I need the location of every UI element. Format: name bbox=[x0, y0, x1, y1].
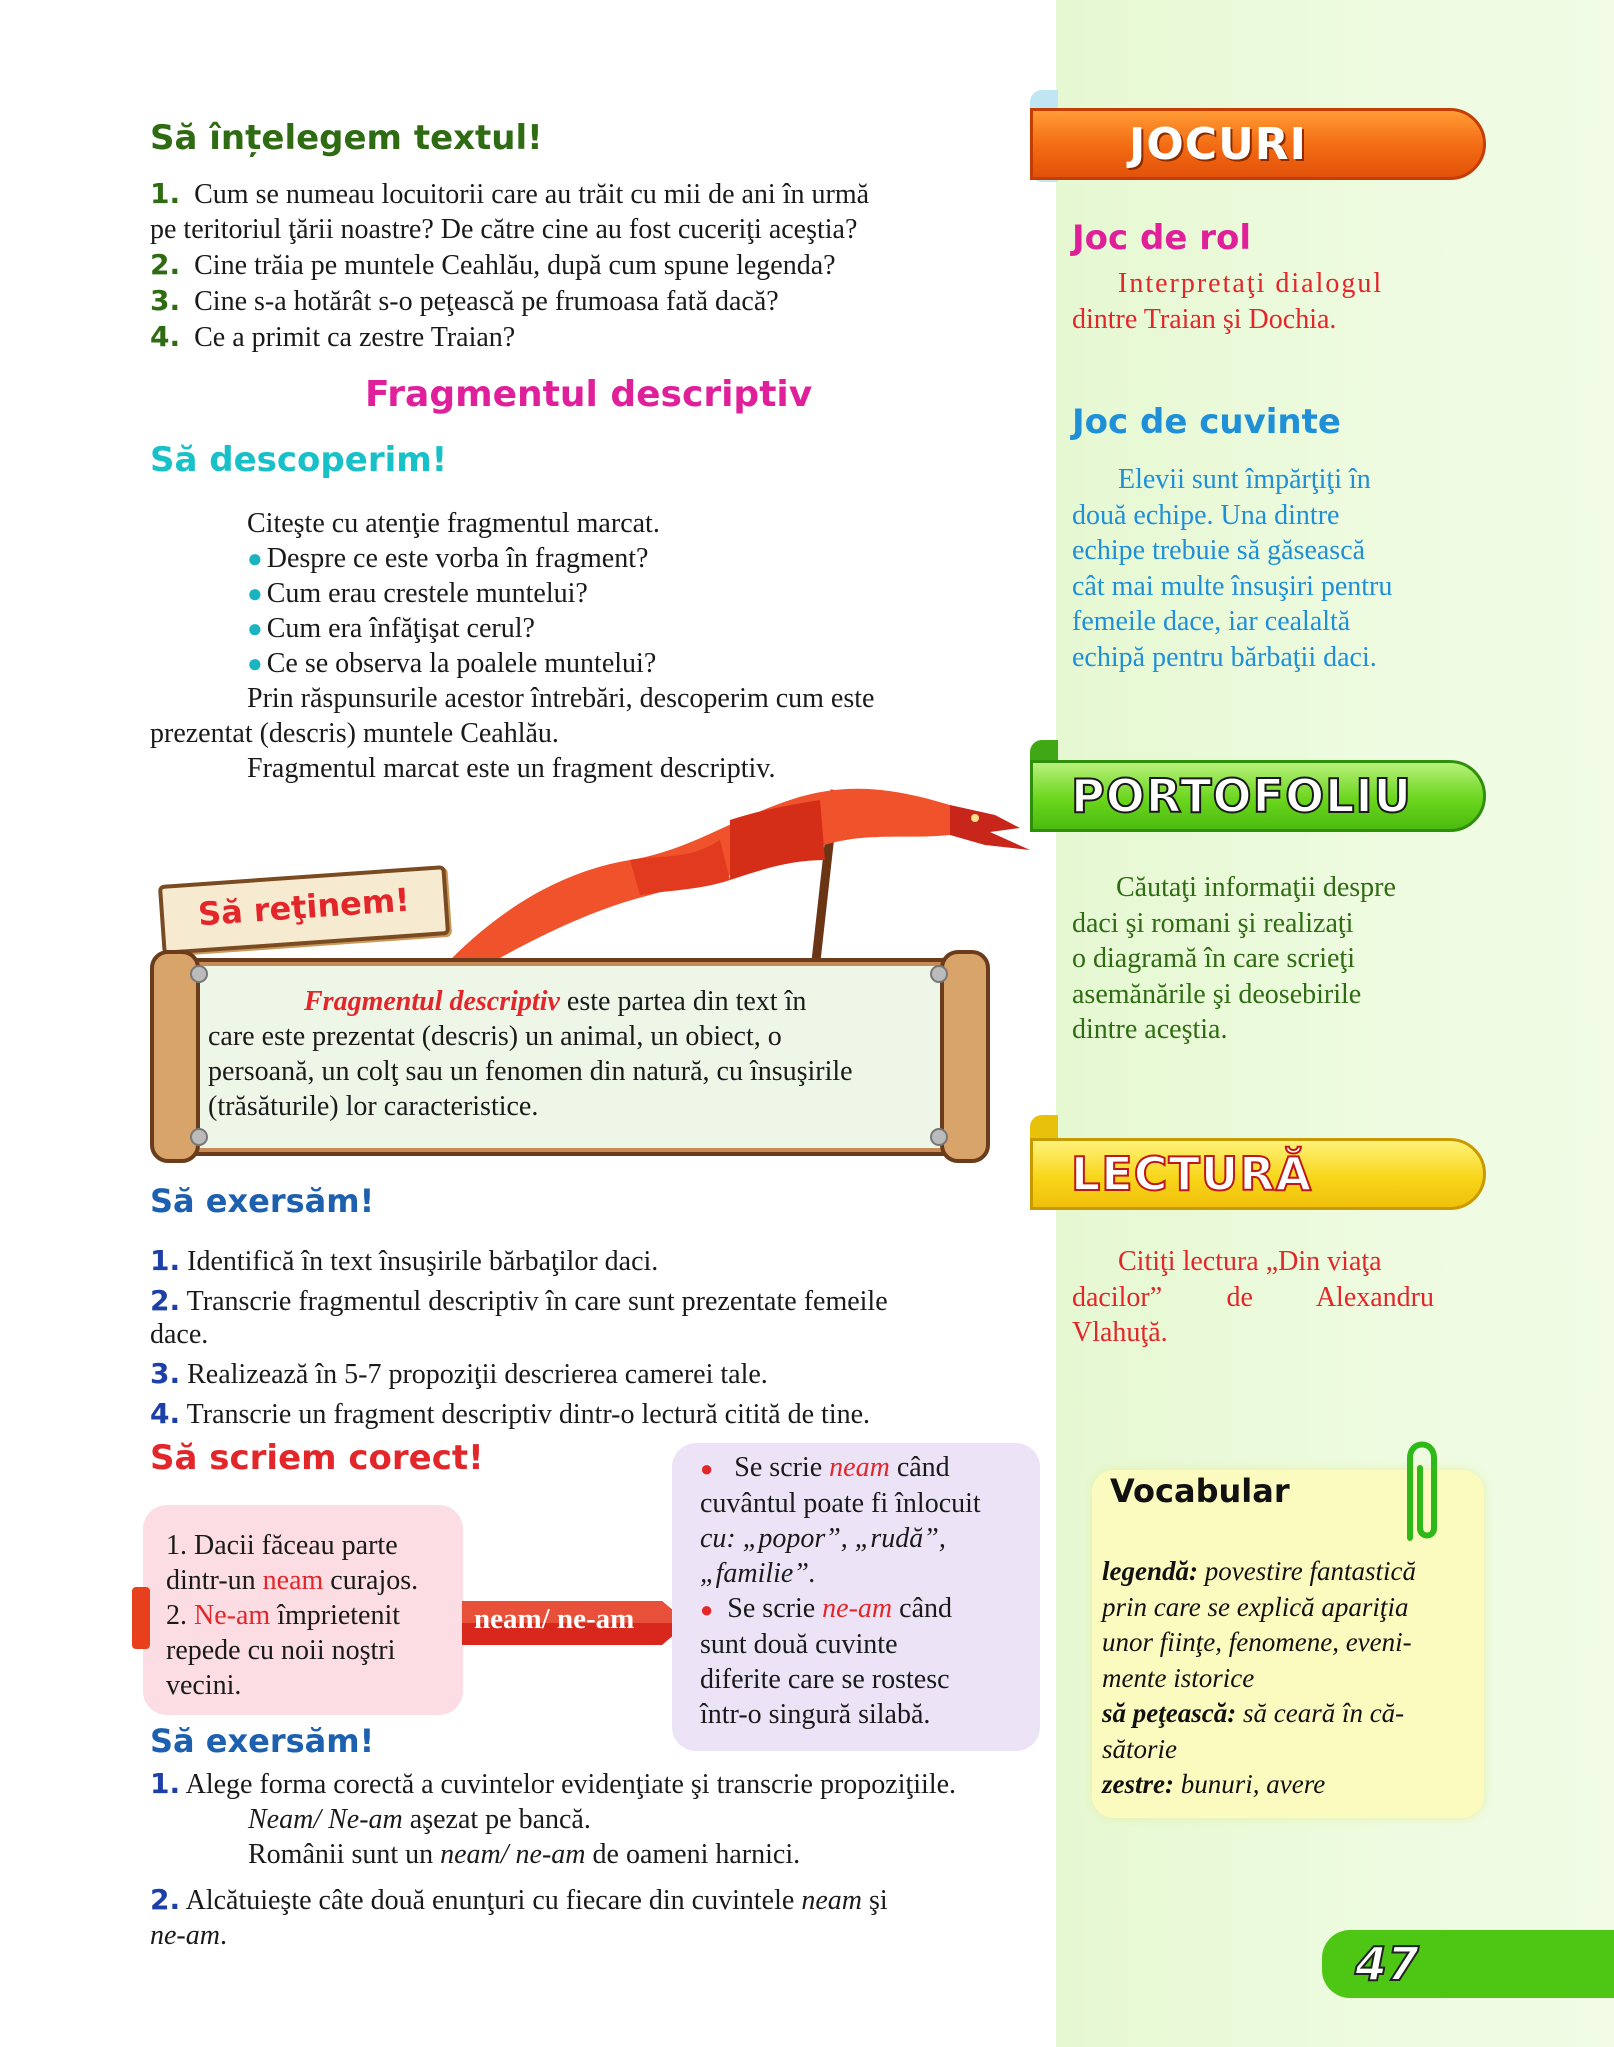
question-1-cont: pe teritoriul ţării noastre? De către cine au fost cuceriţi aceştia? bbox=[150, 214, 858, 245]
exercise-item: 3. Realizează în 5-7 propoziţii descrierea camerei tale. bbox=[150, 1357, 768, 1390]
scroll-right-roll bbox=[940, 950, 990, 1163]
retinem-sign bbox=[158, 865, 450, 955]
question-1: 1. Cum se numeau locuitorii care au trăit cu mii de ani în urmă bbox=[150, 177, 870, 210]
joc-rol-title: Joc de rol bbox=[1072, 218, 1252, 258]
discover-bullet: ● Cum era înfăţişat cerul? bbox=[247, 613, 535, 644]
word-ne-am: Ne-am bbox=[194, 1600, 271, 1631]
bullet-icon: ● bbox=[247, 614, 263, 643]
jocuri-ribbon bbox=[1030, 108, 1486, 180]
discover-para-2: Fragmentul marcat este un fragment descriptiv. bbox=[247, 753, 776, 784]
lectura-text: Citiţi lectura „Din viaţa dacilor” de Alexandru Vlahuţă. bbox=[1072, 1246, 1434, 1348]
fragment-title: Fragmentul descriptiv bbox=[365, 374, 813, 415]
lectura-label: LECTURĂ bbox=[1071, 1147, 1313, 1201]
definition-term: Fragmentul descriptiv bbox=[304, 986, 560, 1017]
examples-text: 1. Dacii făceau parte dintr-un neam curajos. 2. Ne-am împrietenit repede cu noii noştri vecini. bbox=[166, 1530, 419, 1701]
arrow-label: neam/ ne-am bbox=[474, 1603, 635, 1635]
question-4: 4. Ce a primit ca zestre Traian? bbox=[150, 320, 516, 353]
discover-intro: Citeşte cu atenţie fragmentul marcat. bbox=[247, 508, 660, 539]
joc-cuvinte-title: Joc de cuvinte bbox=[1072, 402, 1341, 442]
question-2: 2. Cine trăia pe muntele Ceahlău, după cum spune legenda? bbox=[150, 248, 836, 281]
discover-bullet: ● Despre ce este vorba în fragment? bbox=[247, 543, 649, 574]
portofoliu-text: Căutaţi informaţii despre daci şi romani şi realizaţi o diagramă în care scrieţi asemănările şi deosebirile dintre aceştia. bbox=[1072, 872, 1396, 1045]
scriem-title: Să scriem corect! bbox=[150, 1438, 484, 1478]
exercise-item-cont: dace. bbox=[150, 1319, 209, 1350]
exersam-list-1 bbox=[150, 1244, 1000, 1431]
exersam-list-2: 1. Alege forma corectă a cuvintelor evidenţiate şi transcrie propoziţiile. Neam/ Ne-am aşezat pe bancă. Românii sunt un neam/ ne-am de oameni harnici. 2. Alcătuieşte câte două enunţuri cu fiecare din cuvintele neam şi ne-am. bbox=[150, 1766, 1050, 1953]
discover-bullet: ● Cum erau crestele muntelui? bbox=[247, 578, 588, 609]
exercise-item: 1. Identifică în text însuşirile bărbaţilor daci. bbox=[150, 1244, 659, 1277]
red-bullet-icon: ● bbox=[700, 1456, 714, 1481]
discover-para-1: Prin răspunsurile acestor întrebări, descoperim cum este bbox=[247, 683, 875, 714]
retinem-definition: Fragmentul descriptiv este partea din text în care este prezentat (descris) un animal, un obiect, o persoană, un colţ sau un fenomen din natură, cu însuşirile (trăsăturile) lor caracteristice. bbox=[208, 986, 853, 1122]
bullet-icon: ● bbox=[247, 579, 263, 608]
word-neam: neam bbox=[262, 1565, 324, 1596]
exercise-item: 2. Transcrie fragmentul descriptiv în care sunt prezentate femeile bbox=[150, 1284, 888, 1317]
rivet-icon bbox=[190, 965, 208, 983]
lectura-ribbon bbox=[1030, 1138, 1486, 1210]
vocabular-title: Vocabular bbox=[1110, 1472, 1290, 1510]
exersam-title-2: Să exersăm! bbox=[150, 1722, 375, 1760]
discover-title: Să descoperim! bbox=[150, 440, 448, 480]
exercise-sentence: Românii sunt un neam/ ne-am de oameni harnici. bbox=[248, 1839, 801, 1870]
rules-text: ● Se scrie neam când cuvântul poate fi înlocuit cu: „popor”, „rudă”, „familie”. ● Se scrie ne-am când sunt două cuvinte diferite care se rostesc într-o singură silabă. bbox=[700, 1452, 981, 1730]
paperclip-icon bbox=[1390, 1428, 1450, 1548]
questions-list bbox=[150, 176, 990, 355]
exercise-item: 2. Alcătuieşte câte două enunţuri cu fiecare din cuvintele neam şi bbox=[150, 1883, 888, 1916]
exercise-sentence: Neam/ Ne-am aşezat pe bancă. bbox=[248, 1804, 591, 1835]
portofoliu-ribbon bbox=[1030, 760, 1486, 832]
exercise-item: 4. Transcrie un fragment descriptiv dintr-o lectură citită de tine. bbox=[150, 1397, 871, 1430]
vocabular-definitions: legendă: povestire fantastică prin care se explică apariţia unor fiinţe, fenomene, eveni- mente istorice să peţească: să ceară în că- sătorie zestre: bunuri, avere bbox=[1102, 1556, 1416, 1799]
rivet-icon bbox=[930, 1128, 948, 1146]
discover-bullet: ● Ce se observa la poalele muntelui? bbox=[247, 648, 657, 679]
section-title-intelegem: Să înțelegem textul! bbox=[150, 118, 543, 158]
bookmark-icon bbox=[132, 1587, 150, 1649]
page-number: 47 bbox=[1355, 1937, 1420, 1991]
rivet-icon bbox=[930, 965, 948, 983]
exersam-title-1: Să exersăm! bbox=[150, 1182, 375, 1220]
red-bullet-icon: ● bbox=[700, 1597, 714, 1622]
exercise-item: 1. Alege forma corectă a cuvintelor evidenţiate şi transcrie propoziţiile. bbox=[150, 1767, 957, 1800]
bullet-icon: ● bbox=[247, 544, 263, 573]
joc-rol-text: Interpretaţi dialogul dintre Traian şi Dochia. bbox=[1072, 268, 1384, 335]
discover-para-1-cont: prezentat (descris) muntele Ceahlău. bbox=[150, 718, 559, 749]
portofoliu-label: PORTOFOLIU bbox=[1071, 769, 1412, 823]
joc-cuvinte-text: Elevii sunt împărţiţi în două echipe. Una dintre echipe trebuie să găsească cât mai multe însuşiri pentru femeile dace, iar cealaltă echipă pentru bărbaţii daci. bbox=[1072, 464, 1393, 673]
question-3: 3. Cine s-a hotărât s-o peţească pe frumoasa fată dacă? bbox=[150, 284, 779, 317]
rivet-icon bbox=[190, 1128, 208, 1146]
discover-block bbox=[150, 506, 984, 786]
retinem-sign-label: Să reţinem! bbox=[196, 880, 411, 934]
jocuri-label: JOCURI bbox=[1129, 118, 1308, 170]
bullet-icon: ● bbox=[247, 649, 263, 678]
